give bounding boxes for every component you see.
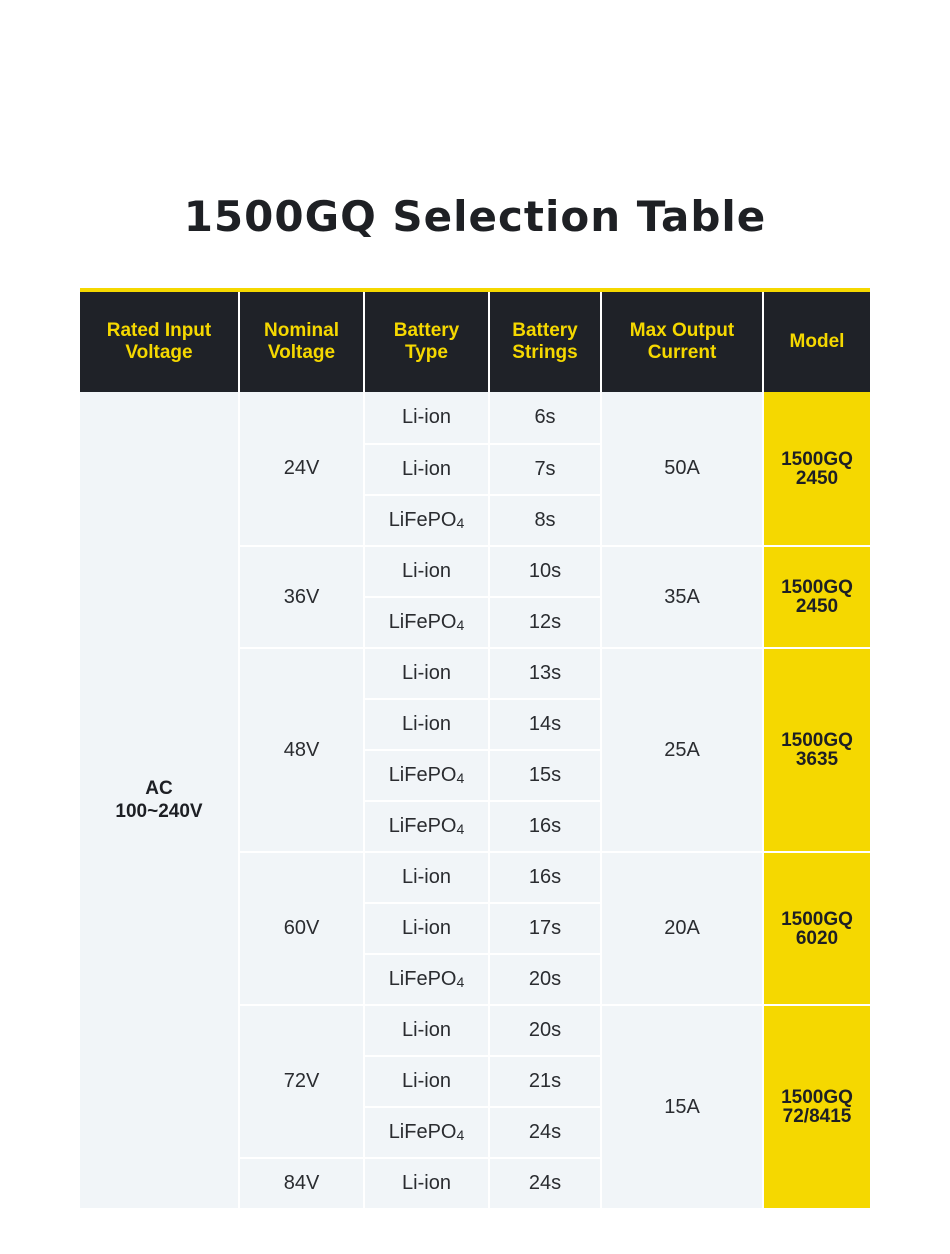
model-line-2: 72/8415: [782, 1106, 852, 1127]
model-cell: [762, 647, 870, 851]
battery-type-cell: [363, 953, 488, 1004]
battery-strings-cell: 24s: [488, 1106, 600, 1157]
battery-type-subscript: 4: [456, 821, 465, 837]
battery-strings-cell: 6s: [488, 392, 600, 443]
battery-type-label: Li-ion: [402, 1172, 451, 1194]
battery-type-cell: [363, 698, 488, 749]
battery-type-label: LiFePO: [388, 968, 457, 990]
header-rated-input-voltage: Rated Input Voltage: [80, 292, 238, 392]
battery-strings-cell: 8s: [488, 494, 600, 545]
model-line-1: 1500GQ: [781, 1087, 853, 1108]
max-output-current-cell: 25A: [600, 647, 762, 851]
battery-type-label: Li-ion: [402, 560, 451, 582]
model-cell: [762, 1004, 870, 1208]
battery-type-label: Li-ion: [402, 406, 451, 428]
header-nominal-voltage: Nominal Voltage: [238, 292, 363, 392]
battery-type-cell: [363, 1004, 488, 1055]
nominal-voltage-cell: 72V: [238, 1004, 363, 1157]
battery-type-cell: [363, 851, 488, 902]
battery-strings-cell: 14s: [488, 698, 600, 749]
table-body: [80, 392, 870, 1208]
battery-type-cell: [363, 749, 488, 800]
battery-type-cell: [363, 392, 488, 443]
header-model: Model: [762, 292, 870, 392]
max-output-current-cell: 15A: [600, 1004, 762, 1208]
battery-type-cell: [363, 1157, 488, 1208]
battery-type-cell: [363, 494, 488, 545]
battery-type-cell: [363, 1055, 488, 1106]
battery-type-cell: [363, 443, 488, 494]
nominal-voltage-cell: 60V: [238, 851, 363, 1004]
model-line-1: 1500GQ: [781, 908, 853, 930]
battery-strings-cell: 16s: [488, 851, 600, 902]
battery-type-subscript: 4: [456, 617, 465, 633]
battery-type-label: LiFePO: [388, 764, 457, 786]
battery-type-cell: [363, 596, 488, 647]
model-line-2: 2450: [795, 467, 839, 489]
model-line-2: 3635: [795, 749, 839, 770]
battery-strings-cell: 20s: [488, 953, 600, 1004]
max-output-current-cell: 20A: [600, 851, 762, 1004]
model-cell: [762, 851, 870, 1004]
max-output-current-cell: 35A: [600, 545, 762, 647]
battery-strings-cell: 10s: [488, 545, 600, 596]
nominal-voltage-cell: 84V: [238, 1157, 363, 1208]
model-cell: [762, 392, 870, 545]
header-max-output-current: Max Output Current: [600, 292, 762, 392]
battery-strings-cell: 21s: [488, 1055, 600, 1106]
battery-type-cell: [363, 800, 488, 851]
battery-type-cell: [363, 545, 488, 596]
battery-strings-cell: 12s: [488, 596, 600, 647]
model-line-1: 1500GQ: [781, 577, 853, 598]
battery-strings-cell: 16s: [488, 800, 600, 851]
battery-type-label: LiFePO: [388, 509, 457, 531]
max-output-current-cell: 50A: [600, 392, 762, 545]
battery-type-cell: [363, 1106, 488, 1157]
table-header-row: [80, 292, 870, 392]
nominal-voltage-cell: 48V: [238, 647, 363, 851]
model-line-2: 2450: [795, 596, 839, 617]
battery-type-label: LiFePO: [388, 611, 457, 633]
rated-input-line-1: AC: [145, 778, 173, 799]
battery-type-subscript: 4: [456, 515, 465, 531]
battery-type-subscript: 4: [456, 974, 465, 990]
battery-type-subscript: 4: [456, 770, 465, 786]
battery-strings-cell: 20s: [488, 1004, 600, 1055]
rated-input-voltage-cell: [80, 392, 238, 1208]
header-battery-type: Battery Type: [363, 292, 488, 392]
battery-type-label: Li-ion: [402, 917, 451, 939]
battery-type-label: Li-ion: [402, 1070, 451, 1092]
battery-strings-cell: 24s: [488, 1157, 600, 1208]
battery-type-label: LiFePO: [388, 1121, 457, 1143]
selection-table: [80, 288, 870, 1208]
battery-type-label: Li-ion: [402, 1019, 451, 1041]
battery-strings-cell: 17s: [488, 902, 600, 953]
battery-type-label: LiFePO: [388, 815, 457, 837]
nominal-voltage-cell: 36V: [238, 545, 363, 647]
battery-type-label: Li-ion: [402, 866, 451, 888]
battery-type-cell: [363, 647, 488, 698]
battery-strings-cell: 15s: [488, 749, 600, 800]
model-cell: [762, 545, 870, 647]
page-title: 1500GQ Selection Table: [183, 192, 767, 241]
battery-type-label: Li-ion: [402, 458, 451, 480]
nominal-voltage-cell: 24V: [238, 392, 363, 545]
battery-type-cell: [363, 902, 488, 953]
rated-input-line-2: 100~240V: [115, 801, 203, 822]
battery-type-label: Li-ion: [402, 662, 451, 684]
header-battery-strings: Battery Strings: [488, 292, 600, 392]
battery-strings-cell: 7s: [488, 443, 600, 494]
model-line-2: 6020: [795, 927, 839, 949]
battery-type-label: Li-ion: [402, 713, 451, 735]
table-row: [80, 392, 870, 443]
battery-strings-cell: 13s: [488, 647, 600, 698]
model-line-1: 1500GQ: [781, 448, 853, 470]
battery-type-subscript: 4: [456, 1127, 465, 1143]
model-line-1: 1500GQ: [781, 730, 853, 751]
